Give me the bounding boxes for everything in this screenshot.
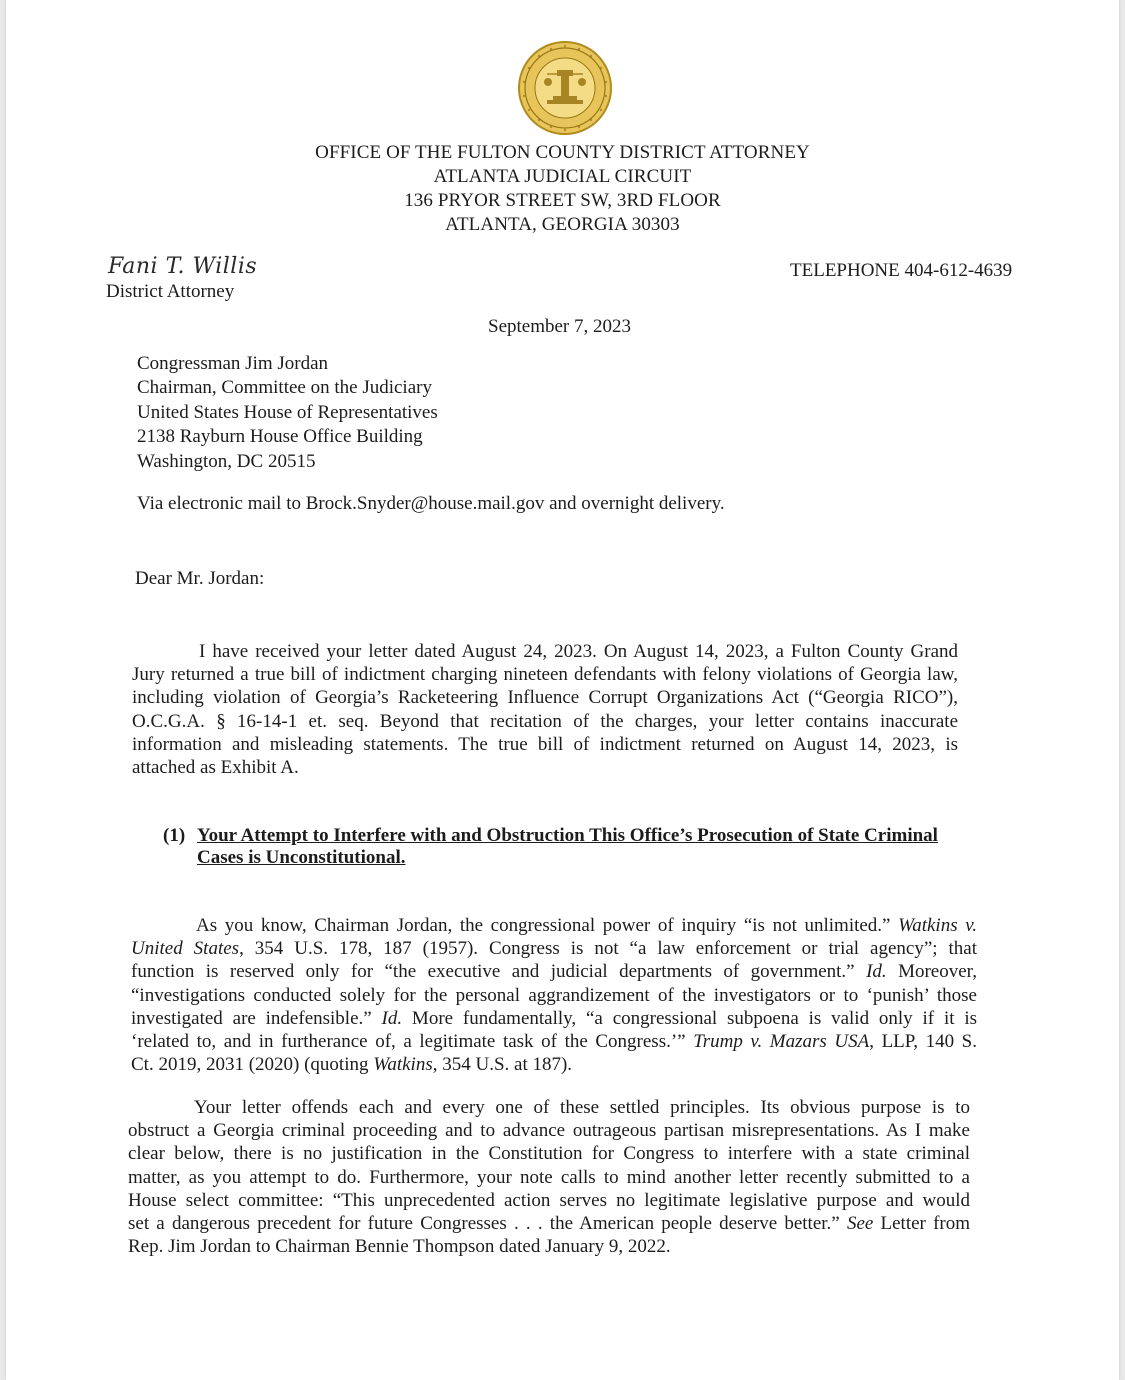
- text-span: As you know, Chairman Jordan, the congressional power of inquiry “is not unlimited.”: [196, 915, 899, 936]
- text-span: Ct. 2019, 2031 (2020) (quoting: [131, 1054, 374, 1076]
- text-line: Your letter offends each and every one of these settled principles. Its obvious purpose is to: [194, 1097, 970, 1118]
- section-heading-1: [163, 825, 983, 871]
- text-line: clear below, there is no justification in the Constitution for Congress to interfere with a state criminal: [128, 1143, 970, 1165]
- text-span: Letter from: [873, 1213, 971, 1235]
- text-span: function is reserved only for “the executive and judicial departments of government.”: [131, 961, 867, 983]
- judicial-circuit: ATLANTA JUDICIAL CIRCUIT: [433, 166, 692, 187]
- recipient-line: 2138 Rayburn House Office Building: [137, 426, 423, 447]
- text-span: investigated are indefensible.”: [131, 1007, 382, 1029]
- city-address: ATLANTA, GEORGIA 30303: [445, 214, 680, 235]
- text-line: [131, 937, 977, 960]
- section-number: (1): [163, 825, 186, 846]
- text-line: [128, 1212, 970, 1235]
- letter-date: September 7, 2023: [488, 316, 632, 337]
- section-title-line: Your Attempt to Interfere with and Obstruction This Office’s Prosecution of State Criminal: [197, 825, 938, 846]
- signer-title: District Attorney: [106, 281, 235, 302]
- text-line: information and misleading statements. The true bill of indictment returned on August 14, 2023, is: [132, 733, 958, 755]
- office-name: OFFICE OF THE FULTON COUNTY DISTRICT ATTORNEY: [315, 142, 810, 163]
- text-line: [131, 1053, 977, 1076]
- text-line: “investigations conducted solely for the personal aggrandizement of the investigators or to ‘punish’ those: [131, 984, 977, 1006]
- text-line: Jury returned a true bill of indictment charging nineteen defendants with felony violations of Georgia law,: [132, 664, 958, 686]
- recipient-line: Washington, DC 20515: [137, 451, 316, 472]
- street-address: 136 PRYOR STREET SW, 3RD FLOOR: [404, 190, 721, 211]
- case-citation: Watkins: [373, 1054, 433, 1076]
- text-span: ‘related to, and in furtherance of, a legitimate task of the Congress.’”: [131, 1031, 694, 1053]
- case-citation: Trump v. Mazars USA: [693, 1031, 870, 1053]
- text-span: , 354 U.S. at 187).: [432, 1054, 573, 1076]
- salutation: Dear Mr. Jordan:: [135, 568, 265, 589]
- recipient-line: Congressman Jim Jordan: [137, 353, 329, 374]
- case-citation: United States: [131, 938, 240, 960]
- text-span: set a dangerous precedent for future Congresses . . . the American people deserve better.”: [128, 1213, 847, 1235]
- recipient-line: Chairman, Committee on the Judiciary: [137, 377, 432, 398]
- case-citation: Watkins v.: [898, 915, 977, 936]
- district-attorney-seal: [517, 40, 613, 136]
- text-span: , LLP, 140 S.: [869, 1031, 977, 1053]
- text-line: I have received your letter dated August 24, 2023. On August 14, 2023, a Fulton County Grand: [199, 641, 958, 662]
- text-line: attached as Exhibit A.: [132, 757, 299, 779]
- signature: Fani T. Willis: [108, 254, 258, 279]
- text-line: House select committee: “This unprecedented action serves no legitimate legislative purpose and would: [128, 1189, 970, 1211]
- text-span: More fundamentally, “a congressional subpoena is valid only if it is: [402, 1007, 977, 1029]
- paragraph-3: [128, 1096, 970, 1258]
- text-span: Moreover,: [886, 961, 977, 983]
- citation-signal: See: [846, 1213, 874, 1235]
- telephone: TELEPHONE 404-612-4639: [790, 260, 1013, 281]
- text-line: Rep. Jim Jordan to Chairman Bennie Thompson dated January 9, 2022.: [128, 1236, 671, 1258]
- text-line: [131, 1007, 977, 1030]
- text-line: [131, 914, 977, 937]
- text-line: including violation of Georgia’s Racketeering Influence Corrupt Organizations Act (“Georgia RICO”),: [132, 687, 958, 709]
- case-citation: Id.: [381, 1007, 403, 1029]
- paragraph-1: [132, 640, 958, 779]
- text-line: O.C.G.A. § 16-14-1 et. seq. Beyond that recitation of the charges, your letter contains inaccurate: [132, 710, 958, 732]
- text-line: matter, as you attempt to do. Furthermore, your note calls to mind another letter recently submitted to a: [128, 1166, 970, 1188]
- text-line: [131, 1030, 977, 1053]
- paragraph-2: [131, 914, 977, 1076]
- delivery-note: Via electronic mail to Brock.Snyder@house.mail.gov and overnight delivery.: [137, 493, 725, 514]
- recipient-line: United States House of Representatives: [137, 402, 438, 423]
- text-span: , 354 U.S. 178, 187 (1957). Congress is not “a law enforcement or trial agency”; that: [239, 938, 977, 960]
- section-title-line: Cases is Unconstitutional.: [197, 847, 406, 868]
- case-citation: Id.: [866, 961, 887, 983]
- text-line: [131, 960, 977, 983]
- text-line: obstruct a Georgia criminal proceeding and to advance outrageous partisan misrepresentations. As I make: [128, 1120, 970, 1142]
